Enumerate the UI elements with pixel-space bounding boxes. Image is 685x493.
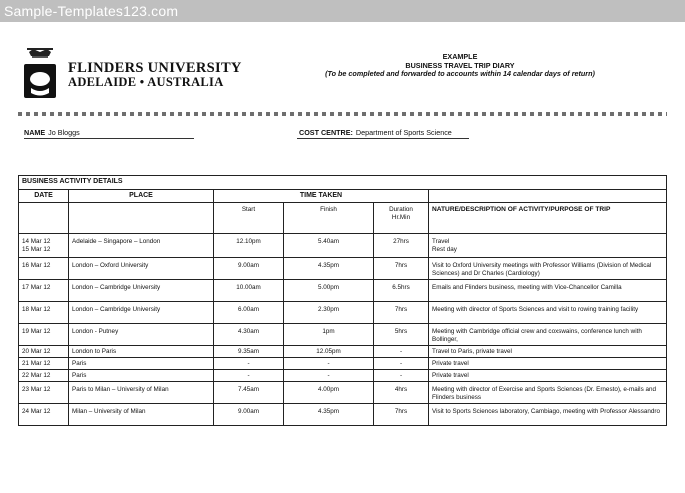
col-header-duration: Duration Hr.Min xyxy=(374,203,429,234)
table-row xyxy=(19,404,667,426)
cell-start: 12.10pm xyxy=(214,234,284,258)
name-field xyxy=(24,128,80,137)
cell-nature: Travel Rest day xyxy=(429,234,667,258)
cell-date: 21 Mar 12 xyxy=(19,358,69,370)
table-row xyxy=(19,302,667,324)
col-header-start: Start xyxy=(214,203,284,234)
cell-date: 18 Mar 12 xyxy=(19,302,69,324)
cell-finish: 1pm xyxy=(284,324,374,346)
cell-place: Paris xyxy=(69,358,214,370)
cost-centre-label: COST CENTRE: xyxy=(299,128,353,137)
document-header xyxy=(300,53,620,79)
doc-subtitle: (To be completed and forwarded to accounts within 14 calendar days of return) xyxy=(325,69,595,78)
cost-centre-field xyxy=(299,128,452,137)
cell-finish: 2.30pm xyxy=(284,302,374,324)
cell-duration: 6.5hrs xyxy=(374,280,429,302)
university-name: FLINDERS UNIVERSITY xyxy=(68,60,242,76)
cell-place: London – Cambridge University xyxy=(69,302,214,324)
table-row xyxy=(19,358,667,370)
subheader-blank xyxy=(19,203,69,234)
cell-place: London - Putney xyxy=(69,324,214,346)
subheader-blank xyxy=(69,203,214,234)
cell-start: 4.30am xyxy=(214,324,284,346)
cell-place: Paris xyxy=(69,370,214,382)
cell-nature: Private travel xyxy=(429,358,667,370)
cell-start: 10.00am xyxy=(214,280,284,302)
cell-date: 14 Mar 12 15 Mar 12 xyxy=(19,234,69,258)
table-row xyxy=(19,370,667,382)
table-row xyxy=(19,234,667,258)
name-value: Jo Bloggs xyxy=(48,128,80,137)
cell-start: 6.00am xyxy=(214,302,284,324)
cell-finish: 5.00pm xyxy=(284,280,374,302)
cell-start: 7.45am xyxy=(214,382,284,404)
table-row xyxy=(19,382,667,404)
section-title: BUSINESS ACTIVITY DETAILS xyxy=(19,176,667,190)
cell-start: 9.00am xyxy=(214,258,284,280)
cell-nature: Meeting with director of Sports Sciences and visit to rowing training facility xyxy=(429,302,667,324)
cell-duration: 7hrs xyxy=(374,258,429,280)
cell-nature: Meeting with Cambridge official crew and coxswains, conference lunch with Bollinger, xyxy=(429,324,667,346)
cell-nature: Visit to Sports Sciences laboratory, Cambiago, meeting with Professor Alessandro xyxy=(429,404,667,426)
cell-finish: 4.35pm xyxy=(284,258,374,280)
cell-date: 16 Mar 12 xyxy=(19,258,69,280)
cell-duration: 5hrs xyxy=(374,324,429,346)
cell-date: 17 Mar 12 xyxy=(19,280,69,302)
cell-start: - xyxy=(214,358,284,370)
cell-duration: 7hrs xyxy=(374,302,429,324)
col-header-place: PLACE xyxy=(69,190,214,203)
cell-date: 20 Mar 12 xyxy=(19,346,69,358)
cell-place: Milan – University of Milan xyxy=(69,404,214,426)
watermark: Sample-Templates123.com xyxy=(4,3,179,19)
cell-place: Paris to Milan – University of Milan xyxy=(69,382,214,404)
table-row xyxy=(19,258,667,280)
cell-nature: Meeting with director of Exercise and Sports Sciences (Dr. Ernesto), e-mails and Flinders business xyxy=(429,382,667,404)
business-activity-table xyxy=(18,175,667,426)
cell-finish: - xyxy=(284,358,374,370)
col-header-nature: NATURE/DESCRIPTION OF ACTIVITY/PURPOSE OF TRIP xyxy=(429,203,667,234)
cell-duration: - xyxy=(374,370,429,382)
cost-centre-underline xyxy=(297,138,469,139)
table-row xyxy=(19,346,667,358)
cell-duration: 27hrs xyxy=(374,234,429,258)
col-header-date: DATE xyxy=(19,190,69,203)
cell-place: London – Cambridge University xyxy=(69,280,214,302)
name-label: NAME xyxy=(24,128,46,137)
university-crest-icon xyxy=(20,46,60,106)
table-row xyxy=(19,280,667,302)
cell-date: 22 Mar 12 xyxy=(19,370,69,382)
cell-nature: Emails and Flinders business, meeting with Vice-Chancellor Camilla xyxy=(429,280,667,302)
cell-duration: - xyxy=(374,358,429,370)
cost-centre-value: Department of Sports Science xyxy=(355,128,452,137)
cell-date: 19 Mar 12 xyxy=(19,324,69,346)
cell-duration: 7hrs xyxy=(374,404,429,426)
cell-finish: 5.40am xyxy=(284,234,374,258)
cell-nature: Travel to Paris, private travel xyxy=(429,346,667,358)
cell-place: Adelaide – Singapore – London xyxy=(69,234,214,258)
cell-date: 23 Mar 12 xyxy=(19,382,69,404)
name-underline xyxy=(24,138,194,139)
cell-start: 9.00am xyxy=(214,404,284,426)
col-header-blank xyxy=(429,190,667,203)
cell-duration: - xyxy=(374,346,429,358)
cell-duration: 4hrs xyxy=(374,382,429,404)
cell-nature: Private travel xyxy=(429,370,667,382)
cell-nature: Visit to Oxford University meetings with Professor Williams (Division of Medical Sciences) and Dr Charles (Cardiology) xyxy=(429,258,667,280)
divider xyxy=(18,112,667,116)
cell-finish: 4.35pm xyxy=(284,404,374,426)
cell-start: - xyxy=(214,370,284,382)
doc-label: EXAMPLE xyxy=(442,52,478,61)
cell-start: 9.35am xyxy=(214,346,284,358)
doc-title: BUSINESS TRAVEL TRIP DIARY xyxy=(405,60,515,70)
cell-place: London – Oxford University xyxy=(69,258,214,280)
col-header-time-taken: TIME TAKEN xyxy=(214,190,429,203)
cell-finish: 4.00pm xyxy=(284,382,374,404)
university-location: ADELAIDE • AUSTRALIA xyxy=(68,75,224,89)
cell-place: London to Paris xyxy=(69,346,214,358)
col-header-finish: Finish xyxy=(284,203,374,234)
table-row xyxy=(19,324,667,346)
cell-date: 24 Mar 12 xyxy=(19,404,69,426)
cell-finish: - xyxy=(284,370,374,382)
cell-finish: 12.05pm xyxy=(284,346,374,358)
